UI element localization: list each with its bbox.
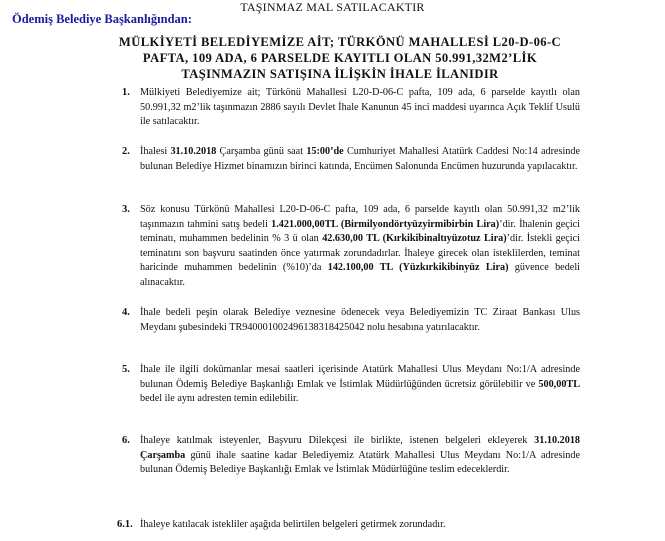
heading-line-1: MÜLKİYETİ BELEDİYEMİZE AİT; TÜRKÖNÜ MAHALLESİ L20-D-06-C [118,35,562,49]
heading-line-2: PAFTA, 109 ADA, 6 PARSELDE KAYITLI OLAN 50.991,32M2’LİK [142,51,538,65]
clause-number: 1. [122,87,130,98]
clause-number: 6.1. [117,519,133,530]
clause-number: 6. [122,435,130,446]
clause-5 [122,363,580,407]
clause-text: İhale ile ilgili dokümanlar mesai saatleri içerisinde Atatürk Mahallesi Ulus Meydanı No:1/A adresinde bulunan Ödemiş Belediye Başkanlığı Emlak ve İstimlak Müdürlüğünden ücretsiz görülebilir ve [140,364,580,390]
clause-text: İhalesi [140,146,171,157]
clause-text: Çarşamba günü saat [216,146,307,157]
clause-number: 2. [122,146,130,157]
document-fee: 500,00TL [538,378,580,390]
clause-number: 4. [122,307,130,318]
clause-number: 3. [122,204,130,215]
auction-date: 31.10.2018 [170,146,217,157]
clause-6 [122,434,580,478]
submission-date: 31.10.2018 Çarşamba [140,435,580,461]
clause-text: ’dir. İstekli geçici teminatını son başvuru saatinden önce yatırmak zorundadırlar. İhaleye girecek olan isteklilerden, teminat haricinde muhammen bedelinin (%10)’da [140,233,580,273]
clause-text: güvence bedeli alınacaktır. [140,262,580,288]
clause-text: ’dir. İhalenin geçici teminatı, muhammen bedelinin % 3 ü olan [140,218,580,244]
estimated-price: 1.421.000,00TL (Birmilyondörtyüzyirmibirbin Lira) [271,218,500,230]
clause-text: İhaleye katılacak istekliler aşağıda belirtilen belgeleri getirmek zorundadır. [140,519,446,530]
clause-2 [122,145,581,174]
page-title: TAŞINMAZ MAL SATILACAKTIR [240,0,425,14]
clause-text: İhale bedeli peşin olarak Belediye veznesine ödenecek veya Belediyemizin TC Ziraat Bankası Ulus Meydanı şubesindeki TR940001002496138318425042 nolu hesabına yatırılacaktır. [140,307,580,333]
clause-text: bedel ile aynı adresten temin edilebilir. [140,393,299,404]
clause-6-1 [117,518,580,533]
clause-3 [122,203,580,290]
clause-number: 5. [122,364,130,375]
temporary-deposit: 42.630,00 TL (Kırkikibinaltıyüzotuz Lira) [322,233,507,244]
clause-text: Mülkiyeti Belediyemize ait; Türkönü Mahallesi L20-D-06-C pafta, 109 ada, 6 parselde kayıtlı olan 50.991,32 m2’lik taşınmazın 2886 sayılı Devlet İhale Kanunun 45 inci maddesi uyarınca Açık Teklif Usulü ile satılacaktır. [140,87,580,127]
clause-text: Söz konusu Türkönü Mahallesi L20-D-06-C pafta, 109 ada, 6 parselde kayıtlı olan 50.991,32 m2’lik taşınmazın tahmini satış bedeli [140,204,580,230]
announcement-heading [60,34,620,82]
guarantee-amount: 142.100,00 TL (Yüzkırkikibinyüz Lira) [327,262,509,273]
clause-1 [122,86,580,130]
clause-text: günü ihale saatine kadar Belediyemiz Atatürk Mahallesi Ulus Meydanı No:1/A adresinde bulunan Ödemiş Belediye Başkanlığı Emlak ve İstimlak Müdürlüğüne teslim edeceklerdir. [140,449,580,475]
auction-time: 15:00’de [306,146,344,157]
clause-text: Cumhuriyet Mahallesi Atatürk Caddesi No:14 adresinde bulunan Belediye Hizmet binamızın birinci katında, Encümen Salonunda Encümen huzurunda yapılacaktır. [140,146,581,172]
publisher-name: Ödemiş Belediye Başkanlığından: [12,12,192,26]
heading-line-3: TAŞINMAZIN SATIŞINA İLİŞKİN İHALE İLANIDIR [181,67,499,81]
clause-text: İhaleye katılmak isteyenler, Başvuru Dilekçesi ile birlikte, istenen belgeleri ekleyerek [140,435,535,446]
clause-4 [122,306,580,335]
